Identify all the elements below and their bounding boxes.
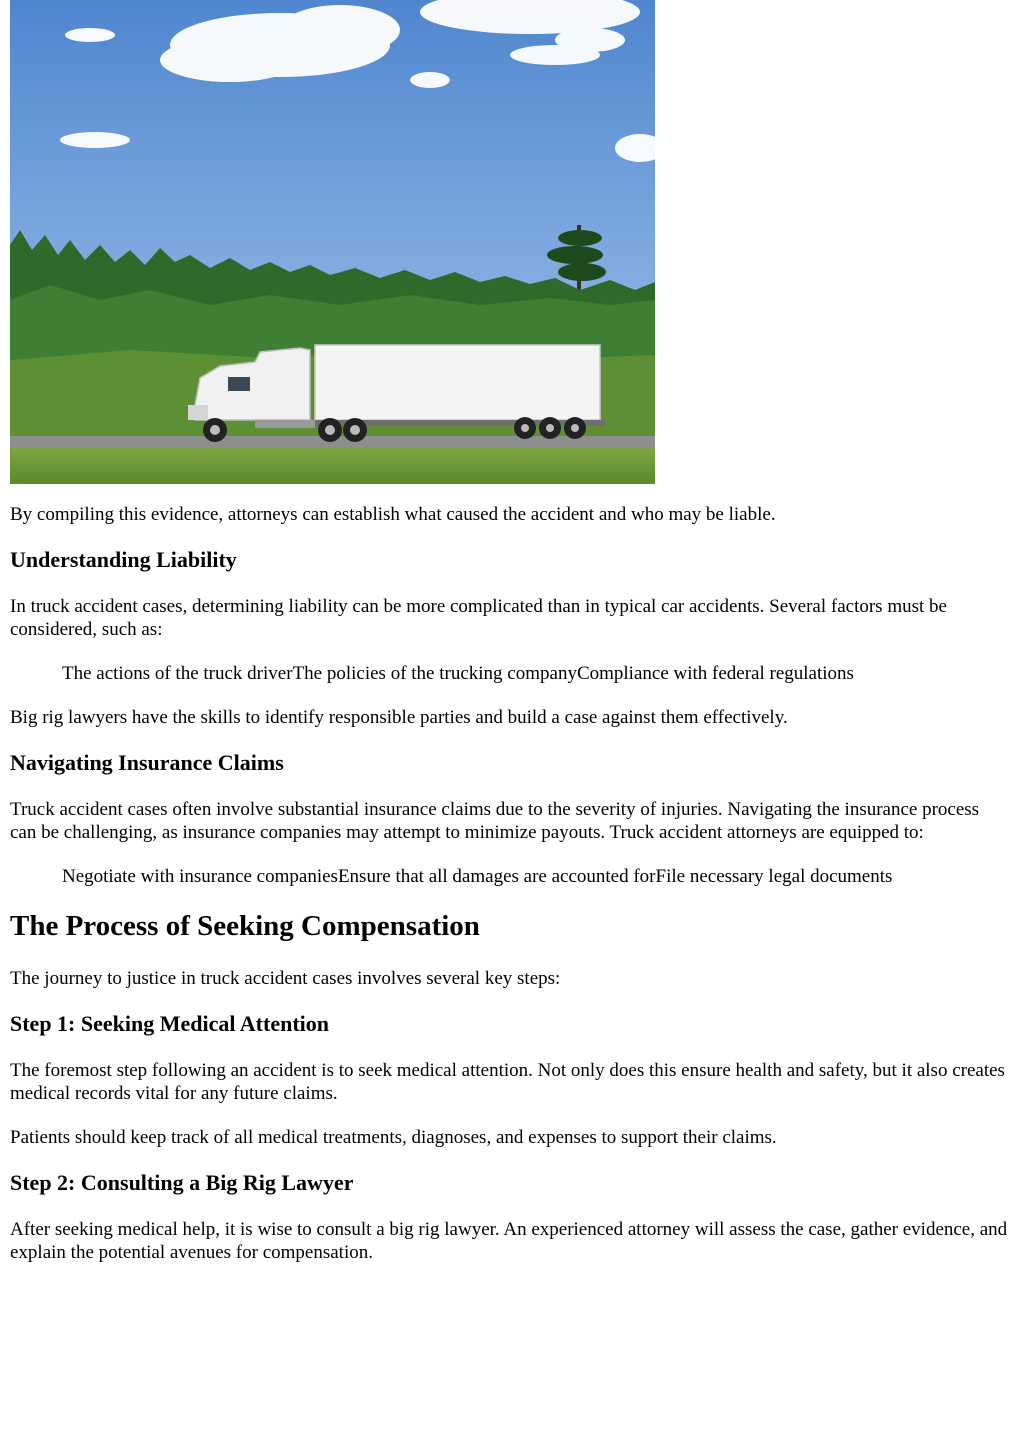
- insurance-heading: Navigating Insurance Claims: [10, 750, 284, 775]
- list-item: File necessary legal documents: [655, 866, 893, 887]
- intro-paragraph: By compiling this evidence, attorneys can establish what caused the accident and who may be liable.: [10, 504, 776, 525]
- list-item: Compliance with federal regulations: [576, 663, 854, 684]
- liability-heading: Understanding Liability: [10, 547, 237, 572]
- insurance-paragraph: Truck accident cases often involve substantial insurance claims due to the severity of injuries. Navigating the insurance process can be challenging, as insurance companies may attempt to minimize payouts. Truck accident attorneys are equipped to:: [10, 799, 980, 843]
- list-item: The actions of the truck driver: [62, 663, 293, 684]
- step1-paragraph-2: Patients should keep track of all medical treatments, diagnoses, and expenses to support their claims.: [10, 1127, 777, 1148]
- process-paragraph: The journey to justice in truck accident cases involves several key steps:: [10, 968, 561, 989]
- liability-list: [62, 662, 1010, 685]
- step1-paragraph-1: The foremost step following an accident is to seek medical attention. Not only does this ensure health and safety, but it also creates medical records vital for any future claims.: [10, 1060, 1005, 1104]
- liability-closing-paragraph: Big rig lawyers have the skills to identify responsible parties and build a case against them effectively.: [10, 707, 788, 728]
- process-heading: The Process of Seeking Compensation: [10, 910, 480, 942]
- step2-heading: Step 2: Consulting a Big Rig Lawyer: [10, 1170, 354, 1195]
- truck-photo: [10, 0, 655, 484]
- liability-paragraph: In truck accident cases, determining liability can be more complicated than in typical car accidents. Several factors must be considered, such as:: [10, 596, 947, 640]
- step1-heading: Step 1: Seeking Medical Attention: [10, 1011, 329, 1036]
- list-item: The policies of the trucking company: [292, 663, 577, 684]
- article-body: [10, 503, 1010, 1285]
- step2-paragraph-1: After seeking medical help, it is wise to consult a big rig lawyer. An experienced attorney will assess the case, gather evidence, and explain the potential avenues for compensation.: [10, 1219, 1008, 1263]
- truck-on-highway-photo-icon: [10, 0, 655, 484]
- list-item: Ensure that all damages are accounted for: [337, 866, 656, 887]
- insurance-list: [62, 865, 1010, 888]
- list-item: Negotiate with insurance companies: [62, 866, 338, 887]
